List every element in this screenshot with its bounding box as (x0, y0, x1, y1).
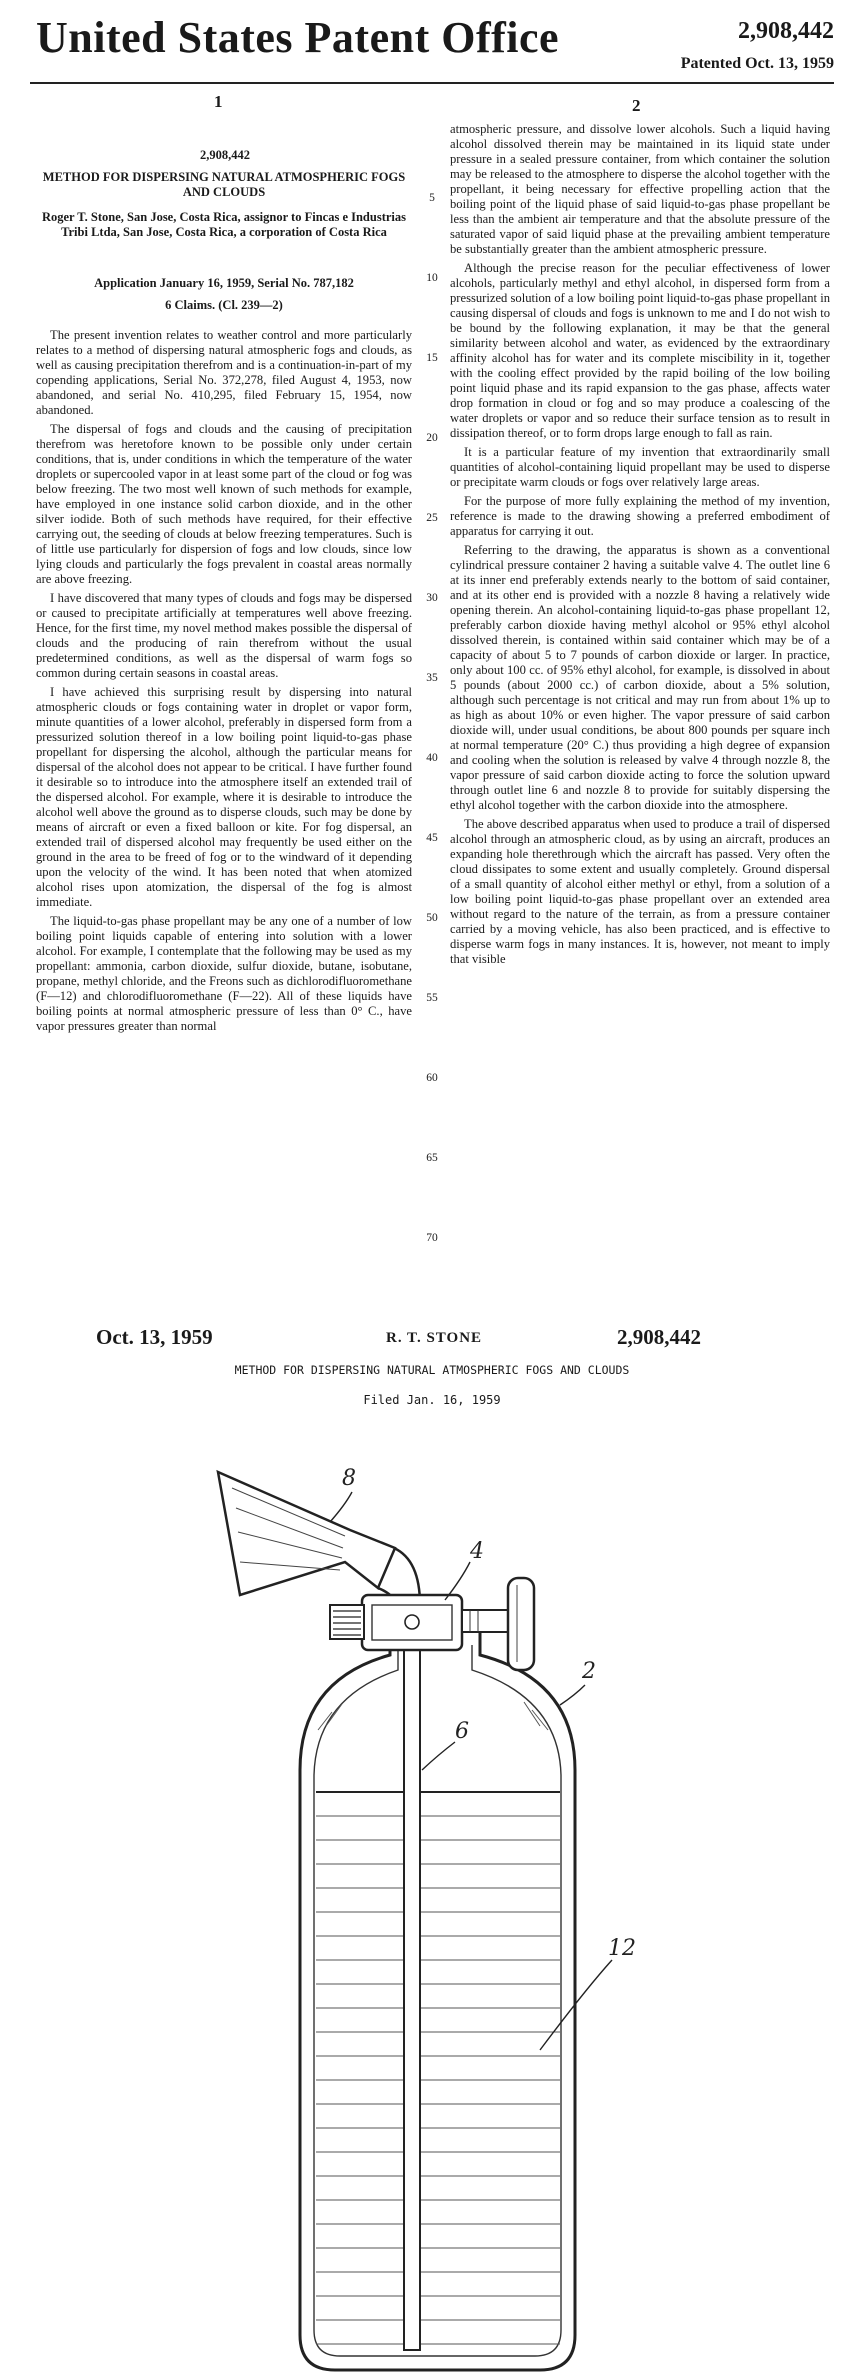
paragraph: I have discovered that many types of clouds and fogs may be dispersed or caused to precipitate artificially at temperatures well above freezing. Hence, for the first time, my novel method makes possible the dispersal of clouds and the producing of rain therefrom without the usual predetermined conditions, as well as the dispersal of warm fogs so common during certain seasons in coastal areas. (36, 591, 412, 680)
paragraph: It is a particular feature of my invention that extraordinarily small quantities of alcohol-containing liquid propellant may be used to disperse or precipitate warm clouds or fogs over relatively large areas. (450, 445, 830, 489)
ref-propellant: 12 (608, 1936, 636, 1961)
ref-nozzle: 8 (342, 1466, 356, 1491)
paragraph: Although the precise reason for the peculiar effectiveness of lower alcohols, particularly methyl and ethyl alcohol, in dispersed form from a pressurized solution of a low boiling point liquid-to-gas phase propellant in causing dispersal of clouds and fogs is unknown to me and I do not wish to be bound by the following explanation, it may be that the general similarity between alcohol and water, as evidenced by the extraordinary affinity alcohol has for water and its complete miscibility in it, together with the cooling effect provided by the rapid boiling of the low boiling point liquid phase and its rapid expansion to the gas phase, affects water drop formation in cloud or fog and so may produce a coalescing of the water droplets or vapor and so reduce their surface tension as to result in dissipation thereof, or to form drops large enough to fall as rain. (450, 261, 830, 440)
paragraph: The liquid-to-gas phase propellant may be any one of a number of low boiling point liquids capable of entering into solution with a lower alcohol. For example, I contemplate that the following may be used as my propellant: ammonia, carbon dioxide, sulfur dioxide, butane, isobutane, propane, methyl chloride, and the Freons such as dichlorodifluoromethane (F—12) and chlorodifluoromethane (F—22). All of these liquids have boiling points at normal atmospheric pressure of less than 0° C., have vapor pressures greater than normal (36, 914, 412, 1033)
paragraph: atmospheric pressure, and dissolve lower alcohols. Such a liquid having alcohol dissolved therein may be maintained in its liquid state under pressure in a sealed pressure container, from which container the solution may be released to the atmosphere to disperse the alcohol together with the propellant, it being necessary for effective propelling action that the boiling point of the liquid phase of said liquid-to-gas phase propellant be less than the ambient air temperature and that the absolute pressure of the saturated vapor of said liquid phase at the prevailing ambient temperature be substantially greater than the ambient atmospheric pressure. (450, 122, 830, 256)
line-number: 5 (429, 192, 435, 204)
column-number-left: 1 (214, 92, 223, 111)
line-number: 35 (426, 672, 438, 684)
line-number: 45 (426, 832, 438, 844)
application-line: Application January 16, 1959, Serial No. 787,182 (94, 276, 354, 290)
line-number: 60 (426, 1072, 438, 1084)
drawing-inventor: R. T. STONE (386, 1330, 483, 1346)
ref-valve: 4 (470, 1539, 484, 1564)
line-number: 10 (426, 272, 438, 284)
paragraph: The above described apparatus when used to produce a trail of dispersed alcohol through an atmospheric cloud, as by using an aircraft, produces an expanding hole therethrough which the aircraft has passed. Very often the cloud dissipates to some extent and usually completely. Ground dispersal of a small quantity of alcohol either methyl or ethyl, from a solution of a low boiling point liquid-to-gas phase propellant over an extended area without regard to the nature of the terrain, as from a pressure container carried by a moving vehicle, has also been practiced, and is effective to disperse warm fogs in many instances. It is, however, not meant to imply that visible (450, 817, 830, 966)
header-rule (30, 82, 834, 84)
pressure-container (300, 1625, 575, 2370)
paragraph: For the purpose of more fully explaining the method of my invention, reference is made to the drawing showing a preferred embodiment of apparatus for carrying it out. (450, 494, 830, 538)
ref-outlet-line: 6 (455, 1719, 469, 1744)
outlet-line (404, 1635, 420, 2350)
line-number: 50 (426, 912, 438, 924)
drawing-date: Oct. 13, 1959 (96, 1325, 213, 1349)
paragraph: The present invention relates to weather control and more particularly relates to a method of dispersing natural atmospheric fogs and clouds, as well as causing precipitation therefrom and is a continuation-in-part of my copending applications, Serial No. 372,278, filed August 4, 1953, now abandoned, and serial No. 410,295, filed February 15, 1954, now abandoned. (36, 328, 412, 417)
inventor-line: Roger T. Stone, San Jose, Costa Rica, assignor to Fincas e Industrias Tribi Ltda, San Jose, Costa Rica, a corporation of Costa Rica (41, 210, 407, 239)
paragraph: I have achieved this surprising result by dispersing into natural atmospheric clouds or fogs containing water in droplet or vapor form, minute quantities of a lower alcohol, preferably in dispersed form from a pressurized solution thereof in a low boiling point liquid-to-gas phase propellant for dispersing the alcohol, although the particular means for dispersal of the alcohol does not appear to be critical. I have further found it desirable so to introduce into the atmosphere itself an extended trail of the dispersed alcohol. For example, where it is desirable to introduce the alcohol well above the ground as to disperse clouds, such may be done by means of aircraft or even a fixed balloon or kite. For fog dispersal, an extended trail of dispersed alcohol may frequently be used either on the ground in the area to be freed of fog or to the windward of it depending upon the velocity of the wind. It has been noted that when atomized alcohol rises upon atomization, the dispersal of the fog is almost immediate. (36, 685, 412, 909)
drawing-patent-number: 2,908,442 (617, 1325, 701, 1349)
paragraph: Referring to the drawing, the apparatus is shown as a conventional cylindrical pressure container 2 having a suitable valve 4. The outlet line 6 at its inner end preferably extends nearly to the bottom of said container, and at its other end is provided with a nozzle 8 having a relatively wide opening therein. An alcohol-containing liquid-to-gas phase propellant 12, preferably carbon dioxide having methyl alcohol or 95% ethyl alcohol dissolved therein, is contained within said container which may be of a capacity of about 5 to 7 pounds of carbon dioxide or larger. In practice, only about 100 cc. of 95% ethyl alcohol, for example, is dissolved in about 5 pounds (about 2000 cc.) of carbon dioxide, about a 5% solution, although such percentage is not critical and may run from about 1% up to as high as about 10% or even higher. The vapor pressure of said carbon dioxide will, under usual conditions, be about 800 pounds per square inch at normal temperature (20° C.) thus providing a high degree of expansion and cooling when the solution is released by valve 4 through nozzle 8, the vapor pressure of said carbon dioxide acting to force the solution upward through outlet line 6 and nozzle 8 to provide for suitably dispersing the ethyl alcohol together with the carbon dioxide into the atmosphere. (450, 543, 830, 812)
patent-number: 2,908,442 (738, 18, 834, 44)
drawing-filed: Filed Jan. 16, 1959 (363, 1393, 501, 1407)
line-number: 20 (426, 432, 438, 444)
line-number: 65 (426, 1152, 438, 1164)
front-patent-number: 2,908,442 (200, 148, 250, 162)
office-masthead: United States Patent Office (36, 13, 560, 62)
right-column-text (450, 122, 830, 971)
line-number: 70 (426, 1232, 438, 1244)
line-number: 40 (426, 752, 438, 764)
patent-title: METHOD FOR DISPERSING NATURAL ATMOSPHERIC FOGS AND CLOUDS (42, 170, 406, 199)
paragraph: The dispersal of fogs and clouds and the causing of precipitation therefrom was heretofore known to be possible only under certain conditions, that is, under conditions in which the temperature of the water droplets or supercooled vapor in at least some part of the cloud or fog was below freezing. The two most well known of such methods for example, have employed in one instance solid carbon dioxide, and in the other silver iodide. Both of such methods have required, for their effective carrying out, the seeding of clouds at below freezing temperatures. Such is of little use particularly for dispersion of fogs and low clouds, since low lying clouds and particularly the fogs prevalent in coastal areas normally are above freezing. (36, 422, 412, 586)
apparatus-drawing (0, 1430, 864, 2380)
patented-date: Patented Oct. 13, 1959 (680, 55, 834, 72)
claims-line: 6 Claims. (Cl. 239—2) (165, 298, 283, 312)
line-number: 55 (426, 992, 438, 1004)
drawing-title: METHOD FOR DISPERSING NATURAL ATMOSPHERIC FOGS AND CLOUDS (234, 1363, 630, 1377)
column-number-right: 2 (632, 96, 641, 115)
ref-container: 2 (582, 1659, 596, 1684)
line-number: 25 (426, 512, 438, 524)
line-number: 15 (426, 352, 438, 364)
line-number: 30 (426, 592, 438, 604)
left-column-text (36, 328, 412, 1038)
